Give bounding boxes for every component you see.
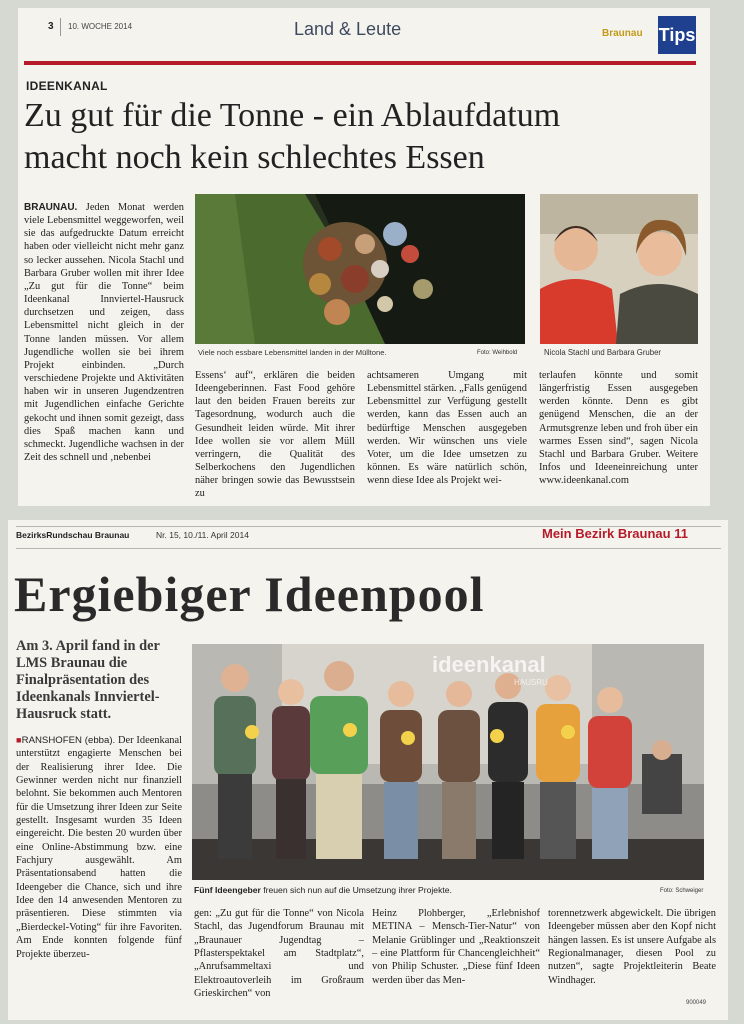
tips-article-clipping xyxy=(18,8,710,506)
article-column-1 xyxy=(16,734,182,1016)
food-waste-illustration xyxy=(195,194,525,344)
article-column-3: achtsameren Umgang mit Lebensmittel stärken. „Falls genügend Lebensmittel zur Verfügung gestellt werden, kann das Essen auch an bedürftige Menschen ausgegeben werden. Wir wünschen uns viele Voter, um die Idee umsetzen zu können. Es wäre natürlich schön, wenn diese Idee als Projekt wei- xyxy=(367,370,527,487)
group-photo-illustration xyxy=(192,644,704,880)
column-1-text: Der Ideenkanal unterstützt engagierte Menschen bei der Realisierung ihrer Idee. Die Gewinner werden nicht nur finanziell belohnt. Sie bekommen auch Mentoren für die Umsetzung ihrer Ideen zur Seite gestellt. Insgesamt wurden 35 Ideen eingereicht. Die besten 20 wurden über eine Online-Abstimmung bzw. eine Fachjury ausgewählt. Am Präsentationsabend hatten die Ideengeber die Chance, sich und ihre Idee den 14 anwesenden Mentoren zu präsentieren. Diese stimmten via „Bierdeckel-Voting“ für ihre Favoriten. Am Ende konnten folgende fünf Projekte überzeu- xyxy=(16,735,182,960)
headline: Ergiebiger Ideenpool xyxy=(14,566,485,622)
article-column-1 xyxy=(24,201,184,503)
column-1-text: Jeden Monat werden viele Lebensmittel weggeworfen, weil sie das aufgedruckte Datum erreicht haben oder vielleicht nicht mehr ganz so lecker aussehen. Nicola Stachl und Barbara Gruber wollen mit ihrer Idee „Zu gut für die Tonne“ beim Ideenkanal Innviertel-Hausruck durchsetzen und zeigen, dass Lebensmittel nicht gleich in der Tonne landen müssen. Vor allem Jugendliche wollen sie bei ihrem Projekt einbinden. „Durch verschiedene Projekte und Aktivitäten haben wir in unseren Jugendzentren mit Jugendlichen einfache Gerichte gekocht und ihnen somit gezeigt, dass dies Spaß machen kann und schmeckt. Jugendliche wachsen in der Zeit des schnell und ‚nebenbei xyxy=(24,202,184,463)
group-photo xyxy=(192,644,704,880)
caption-bold: Fünf Ideengeber xyxy=(194,885,261,895)
photo-food-waste xyxy=(195,194,525,344)
dateline: BRAUNAU. xyxy=(24,202,78,213)
edition-label: Mein Bezirk Braunau 11 xyxy=(542,526,688,541)
tips-logo: Tips xyxy=(658,16,696,54)
lead-paragraph: Am 3. April fand in der LMS Braunau die Finalpräsentation des Ideenkanals Innviertel-Hausruck statt. xyxy=(16,638,160,722)
page-number: 3 xyxy=(48,21,54,32)
article-column-2: Essens‘ auf“, erklären die beiden Ideengeberinnen. Fast Food gehöre laut den beiden Frauen bereits zur Tagesordnung, wodurch auch die Gesundheit leiden würde. Mit ihrer Idee wollen sie vor allem Müll verringern, die Qualität des Selberkochens den Jugendlichen näher bringen sowie das Bewusstsein zu xyxy=(195,370,355,500)
backdrop-subtext: HAUSRU xyxy=(514,678,548,687)
article-code: 900049 xyxy=(686,1000,707,1006)
group-photo-credit: Foto: Schweiger xyxy=(660,888,704,894)
region-label: Braunau xyxy=(602,28,643,39)
bullet-square-icon: ■ xyxy=(16,735,22,745)
issue-date: Nr. 15, 10./11. April 2014 xyxy=(156,530,249,540)
masthead: BezirksRundschau Braunau xyxy=(16,530,130,540)
backdrop-logo-text: ideenkanal xyxy=(432,652,546,677)
photo-credit-food: Foto: Weihbold xyxy=(477,350,518,356)
article-column-2: gen: „Zu gut für die Tonne“ von Nicola Stachl, das Jugendforum Braunau mit „Braunauer Jugendtag – Pflasterspektakel am Stadtplatz“, „Anrufsammeltaxi und Elektroautoverleih im Großraum Grieskirchen“ von xyxy=(194,908,364,1000)
masthead-rule xyxy=(16,548,721,549)
article-column-3: Heinz Plohberger, „Erlebnishof METINA – Mensch-Tier-Natur“ von Melanie Grüblinger und „Reaktionszeit – eine Plattform für Chancengleichheit“ von Philip Schuster. „Diese fünf Ideen werden über das Men- xyxy=(372,908,540,986)
headline-line-2: macht noch kein schlechtes Essen xyxy=(24,139,485,176)
photo-caption-women: Nicola Stachl und Barbara Gruber xyxy=(544,348,662,357)
group-photo-caption xyxy=(194,885,452,895)
section-title: Land & Leute xyxy=(294,19,402,39)
article-column-4: torennetzwerk abgewickelt. Die übrigen Ideengeber müssen aber den Kopf nicht hängen lassen. Es ist unsere Aufgabe als Regionalmanager, diesen Pool zu nutzen“, sagte Projektleiterin Beate Windhager. xyxy=(548,908,716,986)
two-women-illustration xyxy=(540,194,698,344)
divider xyxy=(60,18,61,36)
header-rule xyxy=(24,61,696,65)
article-column-4: terlaufen könnte und somit längerfristig Essen ausgegeben werden könnte. Denn es gibt genügend Menschen, die an der Armutsgrenze leben und froh über ein warmes Essen sind“, sagen Nicola Stachl und Barbara Gruber. Weitere Infos und Ideeneinreichung unter www.ideenkanal.com xyxy=(539,370,698,487)
kicker: IDEENKANAL xyxy=(26,79,108,93)
photo-caption-food: Viele noch essbare Lebensmittel landen in der Mülltone. xyxy=(198,348,387,357)
caption-text: freuen sich nun auf die Umsetzung ihrer Projekte. xyxy=(260,885,452,895)
photo-two-women xyxy=(540,194,698,344)
issue-week: 10. WOCHE 2014 xyxy=(68,22,133,31)
bezirksrundschau-clipping xyxy=(8,520,728,1020)
headline-line-1: Zu gut für die Tonne - ein Ablaufdatum xyxy=(24,97,561,134)
dateline: RANSHOFEN (ebba). xyxy=(21,735,116,746)
